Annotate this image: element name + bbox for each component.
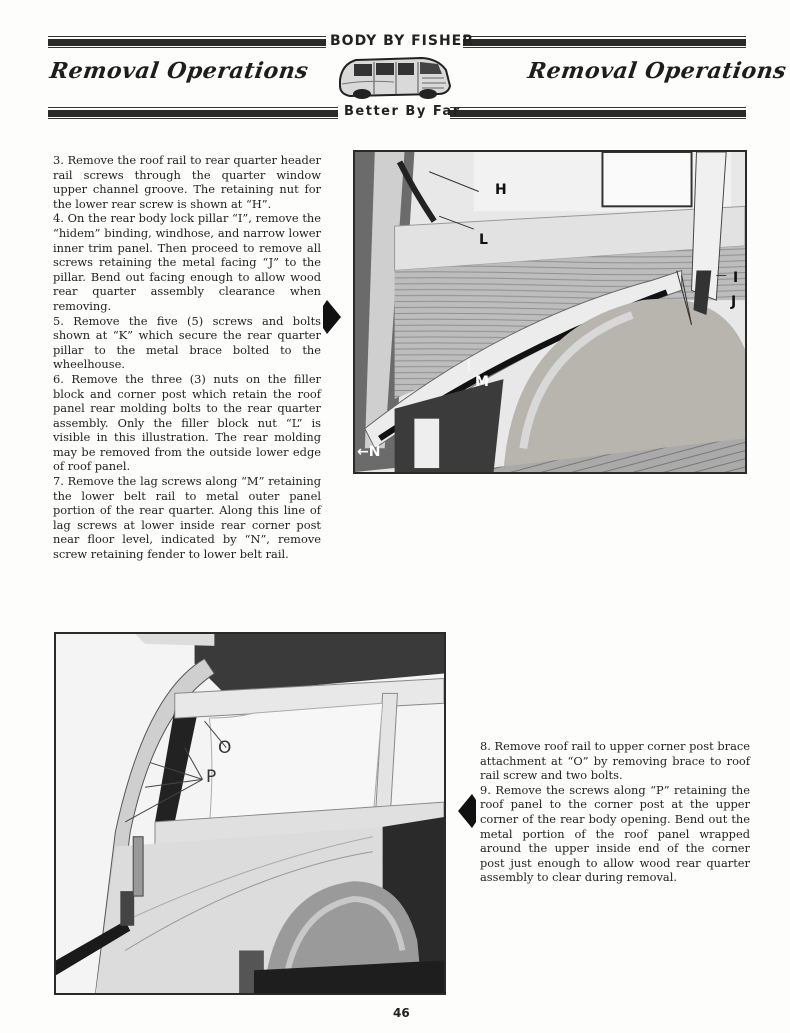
callout-i: I: [733, 270, 739, 286]
header-rule-top-right: [463, 36, 746, 48]
brand-slogan: Better By Far: [344, 104, 461, 119]
header-rule-bottom-right: [450, 107, 746, 119]
page-number: 46: [393, 1006, 410, 1020]
callout-l: L: [479, 232, 488, 248]
step-6: 6. Remove the three (3) nuts on the filler block and corner post which retain the roof panel rear molding bolts to the rear quarter assembly. Only the filler block nut “L” is visible in this illustration. The rear molding may be removed from the outside lower edge of roof panel.: [53, 371, 322, 474]
station-wagon-car-icon: [334, 50, 454, 102]
step-8: 8. Remove roof rail to upper corner post brace attachment at “O” by removing brace to roof rail screw and two bolts.: [480, 739, 750, 783]
section-title-left: Removal Operations: [48, 58, 311, 84]
callout-o: O: [218, 738, 232, 758]
callout-h: H: [495, 182, 507, 198]
photo-rear-quarter-interior: [353, 150, 747, 474]
step-3: 3. Remove the roof rail to rear quarter header rail screws through the quarter window upper channel groove. The retaining nut for the lower rear screw is shown at “H”.: [53, 153, 321, 211]
left-pointing-arrow-icon: [458, 794, 476, 828]
section-title-right: Removal Operations: [526, 58, 789, 84]
header-rule-top-left: [48, 36, 326, 48]
photo-corner-post: [54, 632, 446, 995]
right-pointing-arrow-icon: [323, 300, 341, 334]
callout-p: P: [206, 767, 217, 787]
instructions-steps-8-to-9: [480, 739, 750, 885]
instructions-steps-3-to-7: [53, 153, 321, 562]
brand-title: BODY BY FISHER: [330, 33, 475, 49]
step-9: 9. Remove the screws along “P” retaining the roof panel to the corner post at the upper corner of the rear body opening. Bend out the metal portion of the roof panel wrapped around the upper inside end of the corner post just enough to allow wood rear quarter assembly to clear during removal.: [480, 782, 751, 885]
step-7: 7. Remove the lag screws along “M” retaining the lower belt rail to metal outer panel portion of the rear quarter. Along this line of lag screws at lower inside rear corner post near floor level, indicated by “N”, remove screw retaining fender to lower belt rail.: [53, 474, 321, 562]
step-5: 5. Remove the five (5) screws and bolts shown at “K” which secure the rear quarter pillar to the metal brace bolted to the wheelhouse.: [53, 313, 321, 372]
callout-m: M: [475, 374, 489, 390]
callout-n: ←N: [357, 444, 381, 460]
header-rule-bottom-left: [48, 107, 338, 119]
callout-j: J: [731, 294, 737, 310]
step-4: 4. On the rear body lock pillar “I”, remove the “hidem” binding, windhose, and narrow lower inner trim panel. Then proceed to remove all screws retaining the metal facing “J” to the pillar. Bend out facing enough to allow wood rear quarter assembly clearance when removing.: [53, 211, 321, 313]
